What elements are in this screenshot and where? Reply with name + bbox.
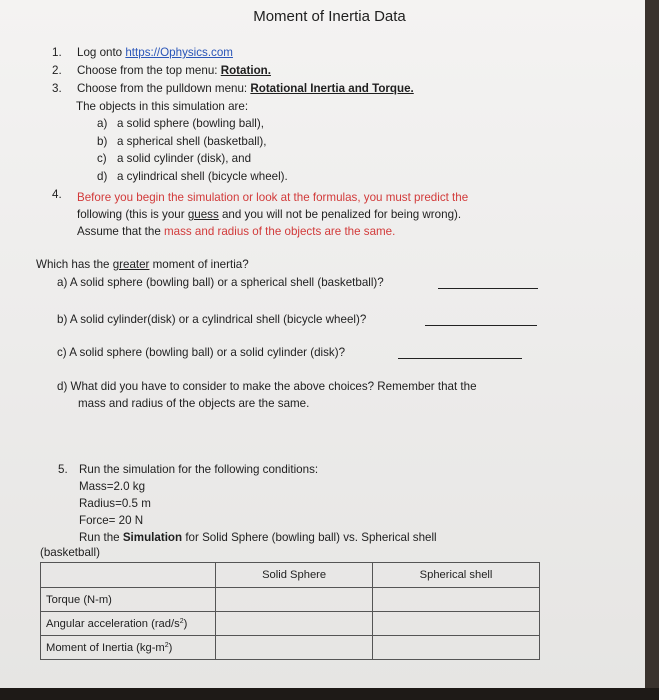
condition-mass: Mass=2.0 kg xyxy=(79,480,146,493)
row-label-angular-acceleration: Angular acceleration $(rad/s^2)$ xyxy=(41,612,216,636)
condition-force: Force= 20 N xyxy=(79,514,144,527)
object-letter: b) xyxy=(97,135,108,148)
results-table xyxy=(40,562,540,660)
condition-radius: Radius=0.5 m xyxy=(79,497,151,510)
step-4-line-2: following (this is your guess and you will not be penalized for being wrong). xyxy=(77,208,462,221)
objects-intro: The objects in this simulation are: xyxy=(76,100,249,113)
page-title: Moment of Inertia Data xyxy=(253,8,406,25)
row-label-moment-of-inertia: Moment of Inertia $(kg-m^2)$ xyxy=(41,636,216,660)
rotation-menu-label: Rotation. xyxy=(220,64,271,77)
object-letter: c) xyxy=(97,152,107,165)
step-1-number: 1. xyxy=(52,46,62,59)
question-d: d) What did you have to consider to make the above choices? Remember that the xyxy=(57,380,477,393)
question-c: c) A solid sphere (bowling ball) or a solid cylinder (disk)? xyxy=(57,346,346,359)
photo-background-right xyxy=(645,0,659,700)
question-b: b) A solid cylinder(disk) or a cylindrical shell (bicycle wheel)? xyxy=(57,313,367,326)
table-row xyxy=(41,612,540,636)
object-item: a spherical shell (basketball), xyxy=(117,135,267,148)
moment-of-inertia-solid-sphere-cell[interactable] xyxy=(216,636,373,660)
step-3: Choose from the pulldown menu: Rotational Inertia and Torque. xyxy=(77,82,414,95)
object-item: a solid cylinder (disk), and xyxy=(117,152,252,165)
step-3-number: 3. xyxy=(52,82,62,95)
step-5-intro: Run the simulation for the following conditions: xyxy=(79,463,319,476)
header-solid-sphere: Solid Sphere xyxy=(216,563,373,588)
step-1: Log onto https://Ophysics.com xyxy=(77,46,233,59)
object-letter: a) xyxy=(97,117,108,130)
rotational-inertia-menu-label: Rotational Inertia and Torque. xyxy=(250,82,414,95)
step-4-number: 4. xyxy=(52,188,62,201)
question-d-cont: mass and radius of the objects are the same. xyxy=(78,397,310,410)
step-2: Choose from the top menu: Rotation. xyxy=(77,64,271,77)
answer-a-line[interactable] xyxy=(438,288,538,289)
table-row xyxy=(41,588,540,612)
step-4-line-3: Assume that the mass and radius of the objects are the same. xyxy=(77,225,396,238)
object-item: a cylindrical shell (bicycle wheel). xyxy=(117,170,288,183)
photo-background-bottom xyxy=(0,688,659,700)
run-instruction: Run the Simulation for Solid Sphere (bowling ball) vs. Spherical shell xyxy=(79,531,437,544)
table-row xyxy=(41,636,540,660)
torque-spherical-shell-cell[interactable] xyxy=(373,588,540,612)
guess-emphasis: guess xyxy=(187,208,219,221)
row-label-torque: Torque (N-m) xyxy=(41,588,216,612)
answer-c-line[interactable] xyxy=(398,358,522,359)
object-item: a solid sphere (bowling ball), xyxy=(117,117,264,130)
angular-acceleration-solid-sphere-cell[interactable] xyxy=(216,612,373,636)
ophysics-link[interactable]: https://Ophysics.com xyxy=(125,46,233,59)
question-intro: Which has the greater moment of inertia? xyxy=(36,258,249,271)
table-header-row xyxy=(41,563,540,588)
angular-acceleration-spherical-shell-cell[interactable] xyxy=(373,612,540,636)
table-corner-cell xyxy=(41,563,216,588)
step-2-number: 2. xyxy=(52,64,62,77)
moment-of-inertia-spherical-shell-cell[interactable] xyxy=(373,636,540,660)
greater-emphasis: greater xyxy=(112,258,150,271)
run-instruction-cont: (basketball) xyxy=(40,546,100,559)
step-5-number: 5. xyxy=(58,463,68,476)
header-spherical-shell: Spherical shell xyxy=(373,563,540,588)
object-letter: d) xyxy=(97,170,108,183)
torque-solid-sphere-cell[interactable] xyxy=(216,588,373,612)
question-a: a) A solid sphere (bowling ball) or a spherical shell (basketball)? xyxy=(57,276,384,289)
answer-b-line[interactable] xyxy=(425,325,537,326)
step-4-line-1: Before you begin the simulation or look at the formulas, you must predict the xyxy=(77,191,469,204)
